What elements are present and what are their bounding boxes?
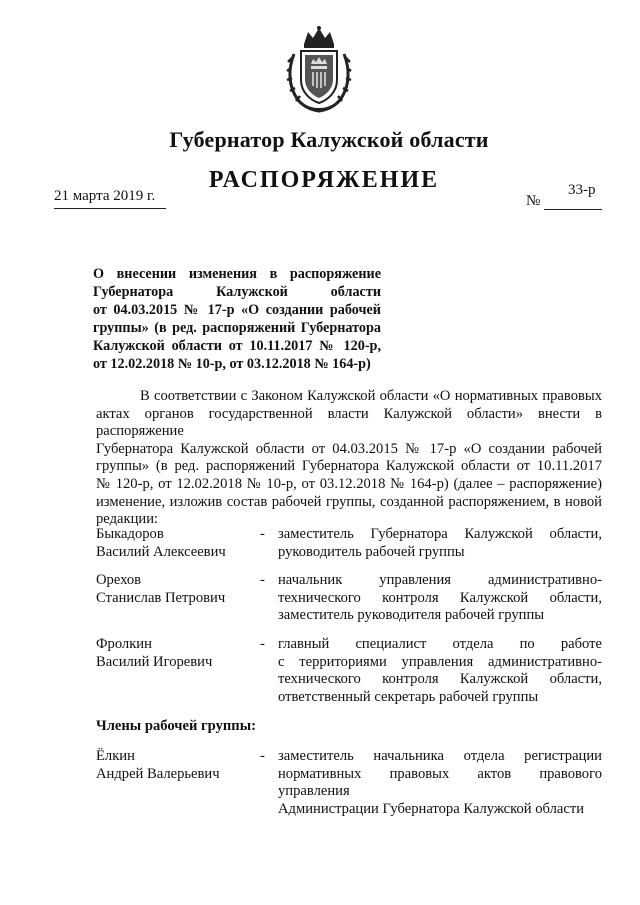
subject-line: от 12.02.2018 № 10-р, от 03.12.2018 № 164-р) <box>93 356 371 372</box>
member-role <box>278 636 602 706</box>
member-surname: Фролкин <box>96 636 152 652</box>
member-given-name: Андрей Валерьевич <box>96 765 220 782</box>
role-line: ответственный секретарь рабочей группы <box>278 688 539 705</box>
member-role <box>278 526 602 561</box>
role-line: главный специалист отдела по работе <box>278 636 602 652</box>
role-line: нормативных правовых актов правового управления <box>278 765 602 800</box>
member-given-name: Василий Алексеевич <box>96 543 226 560</box>
member-surname: Орехов <box>96 572 142 588</box>
number-value: 33-р <box>568 182 596 198</box>
member-name <box>96 572 266 607</box>
document-date <box>54 188 166 209</box>
member-name <box>96 748 266 783</box>
role-line: технического контроля Калужской области, <box>278 671 602 688</box>
number-sign: № <box>526 193 541 209</box>
body-line: Губернатора Калужской области от 04.03.2015 № 17-р «О создании рабочей <box>96 440 602 457</box>
governor-title: Губернатор Калужской области <box>169 127 489 152</box>
subject-line: группы» (в ред. распоряжений Губернатора <box>93 320 381 336</box>
member-surname: Ёлкин <box>96 748 135 764</box>
role-line: технического контроля Калужской области, <box>278 589 602 606</box>
role-line: заместитель Губернатора Калужской области, <box>278 526 602 542</box>
member-given-name: Станислав Петрович <box>96 589 226 606</box>
role-line: руководитель рабочей группы <box>278 543 465 560</box>
member-role <box>278 572 602 625</box>
date-underline <box>54 208 166 209</box>
subject-line: Калужской области от 10.11.2017 № 120-р, <box>93 338 381 354</box>
subject-line: Губернатора Калужской области <box>93 284 381 300</box>
subject-line: О внесении изменения в распоряжение <box>93 266 381 282</box>
members-section-title: Члены рабочей группы: <box>96 718 256 734</box>
member-dash: - <box>260 572 265 588</box>
role-line: заместитель начальника отдела регистрации <box>278 748 602 764</box>
member-surname: Быкадоров <box>96 526 164 542</box>
role-line: заместитель руководителя рабочей группы <box>278 607 545 624</box>
body-line: В соответствии с Законом Калужской области «О нормативных правовых <box>140 388 602 404</box>
role-line: начальник управления административно- <box>278 572 602 588</box>
body-line: группы» (в ред. распоряжений Губернатора Калужской области от 10.11.2017 <box>96 458 602 475</box>
document-subject <box>93 265 381 373</box>
member-name <box>96 636 266 671</box>
subject-line: от 04.03.2015 № 17-р «О создании рабочей <box>93 302 381 318</box>
body-line: актах органов государственной власти Калужской области» внести в распоряжение <box>96 405 602 440</box>
number-underline <box>544 209 602 210</box>
body-line: редакции: <box>96 511 159 528</box>
role-line: с территориями управления административно- <box>278 653 602 670</box>
body-paragraph <box>96 388 602 529</box>
member-dash: - <box>260 636 265 652</box>
kaluga-region-coat-of-arms-icon <box>286 24 352 114</box>
member-role <box>278 748 602 818</box>
body-line: № 120-р, от 12.02.2018 № 10-р, от 03.12.2018 № 164-р) (далее – распоряжение) <box>96 475 602 492</box>
member-given-name: Василий Игоревич <box>96 653 213 670</box>
role-line: Администрации Губернатора Калужской области <box>278 800 585 817</box>
member-dash: - <box>260 748 265 764</box>
date-text: 21 марта 2019 г. <box>54 188 156 204</box>
body-line: изменение, изложив состав рабочей группы, созданной распоряжением, в новой <box>96 493 602 510</box>
member-dash: - <box>260 526 265 542</box>
member-name <box>96 526 266 561</box>
document-number <box>526 182 606 210</box>
document-type: РАСПОРЯЖЕНИЕ <box>208 167 440 193</box>
